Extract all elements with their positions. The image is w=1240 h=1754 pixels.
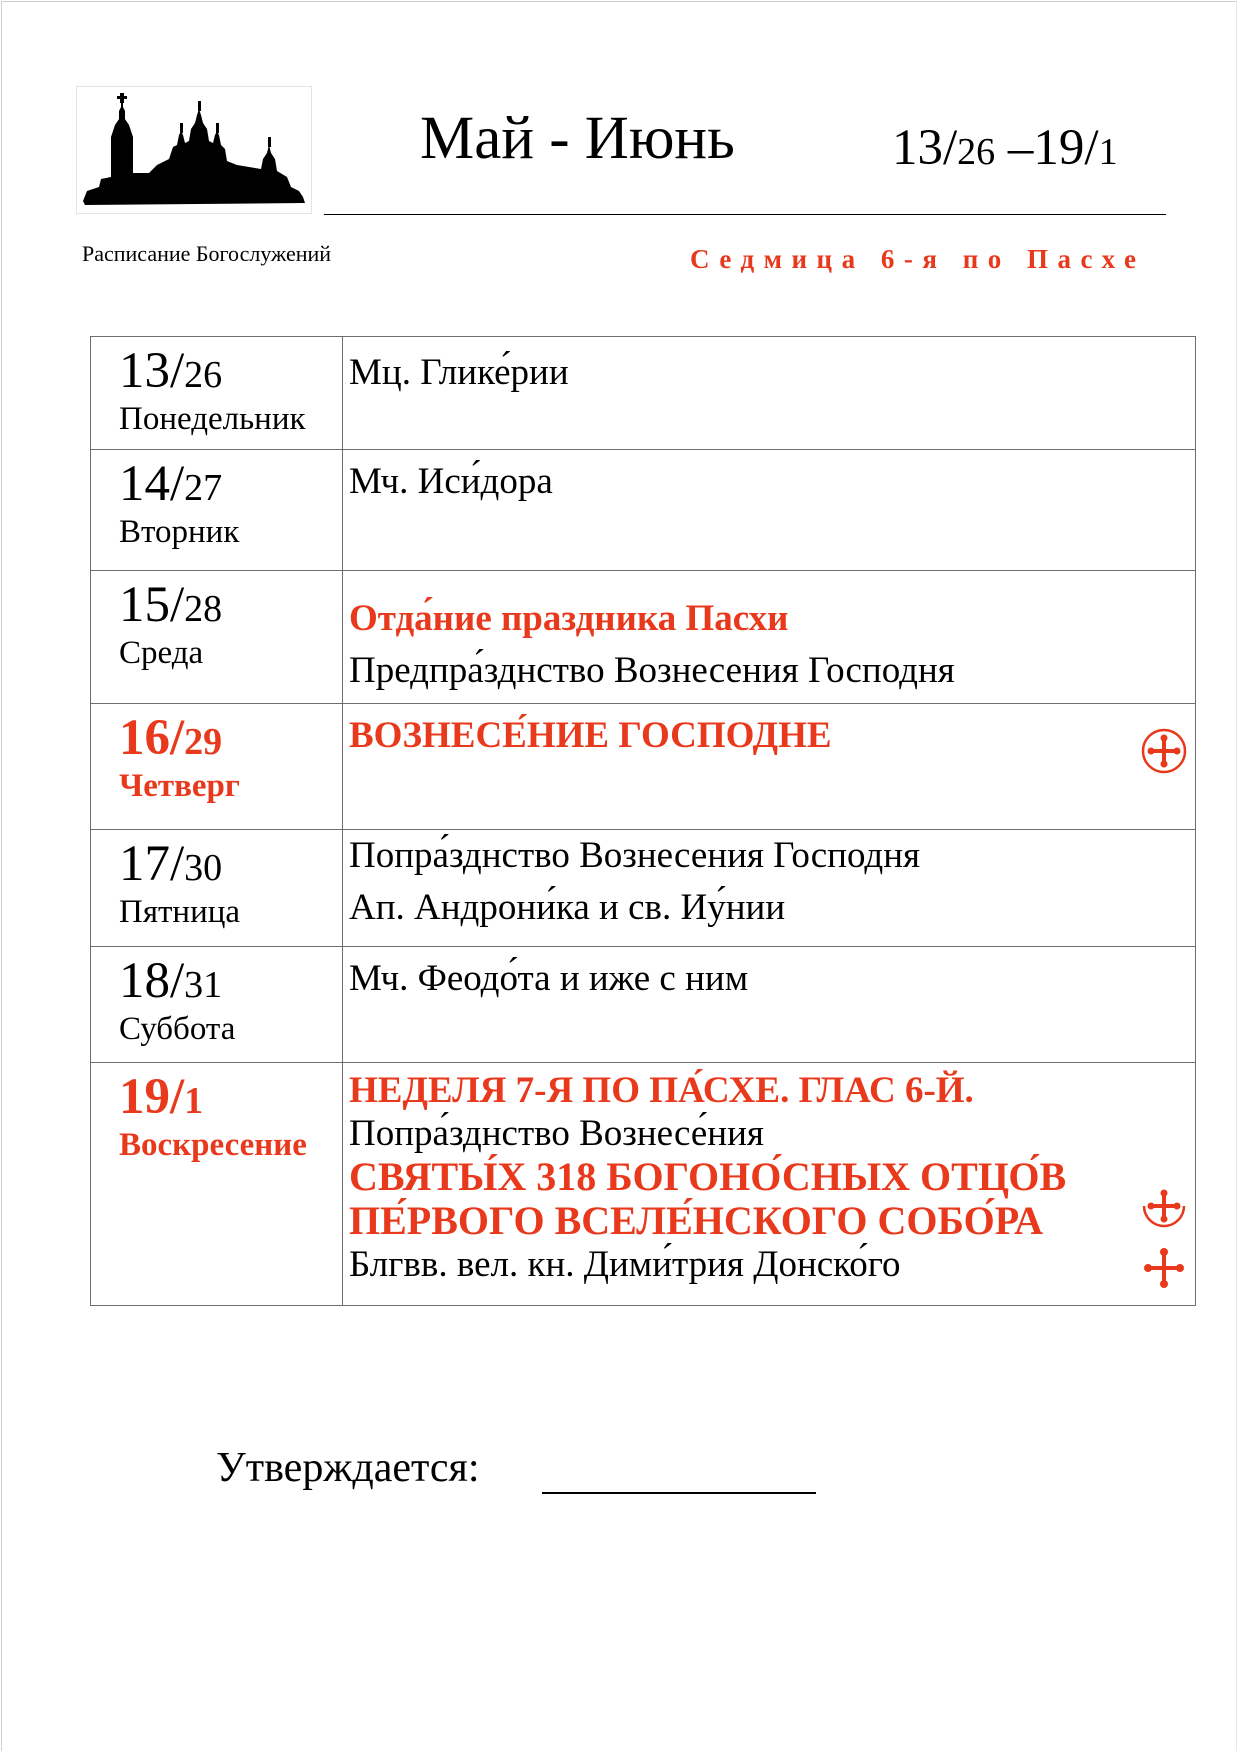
date-range xyxy=(892,118,1118,182)
date xyxy=(119,955,342,1011)
services-cell xyxy=(343,337,1196,450)
date-old: 18/ xyxy=(119,953,185,1009)
date xyxy=(119,712,342,768)
range-start-new: 26 xyxy=(957,131,996,173)
weekday: Воскресение xyxy=(119,1127,307,1163)
service-line: Попра́зднство Вознесения Господня xyxy=(349,835,921,876)
half-circled-cross-icon xyxy=(1141,1183,1187,1234)
table-row xyxy=(91,1063,1196,1306)
signature-line xyxy=(542,1492,816,1494)
table-row xyxy=(91,704,1196,830)
date-new: 31 xyxy=(184,964,223,1006)
services-cell xyxy=(343,830,1196,947)
range-start-old: 13/ xyxy=(892,120,958,176)
weekday: Среда xyxy=(119,635,204,671)
range-end-new: 1 xyxy=(1098,131,1118,173)
feast-line: ВОЗНЕСЕ́НИЕ ГОСПОДНЕ xyxy=(349,715,832,756)
date-old: 15/ xyxy=(119,577,185,633)
date-old: 14/ xyxy=(119,456,185,512)
date-old: 16/ xyxy=(119,710,185,766)
service-line: Блгвв. вел. кн. Дими́трия Донско́го xyxy=(349,1244,901,1285)
date xyxy=(119,579,342,635)
weekday: Понедельник xyxy=(119,401,306,437)
services-cell xyxy=(343,450,1196,571)
schedule-table xyxy=(90,336,1196,1306)
feast-line: НЕДЕЛЯ 7-Я ПО ПА́СХЕ. ГЛАС 6-Й. xyxy=(349,1070,974,1111)
table-row xyxy=(91,337,1196,450)
day-cell xyxy=(91,830,343,947)
day-cell xyxy=(91,571,343,704)
date-new: 27 xyxy=(184,467,223,509)
date-new: 30 xyxy=(184,847,223,889)
date xyxy=(119,838,342,894)
day-cell xyxy=(91,704,343,830)
table-row xyxy=(91,830,1196,947)
church-silhouette-logo xyxy=(76,86,312,214)
feast-line: ПЕ́РВОГО ВСЕЛЕ́НСКОГО СОБО́РА xyxy=(349,1198,1043,1243)
service-line: Мц. Глике́рии xyxy=(349,352,569,393)
red-cross-icon xyxy=(1141,1245,1187,1296)
weekday: Пятница xyxy=(119,894,241,930)
table-row xyxy=(91,947,1196,1063)
day-cell xyxy=(91,450,343,571)
service-line: Ап. Андрони́ка и св. Иу́нии xyxy=(349,887,786,928)
feast-line: СВЯТЫ́Х 318 БОГОНО́СНЫХ ОТЦО́В xyxy=(349,1154,1067,1199)
service-line: Попра́зднство Вознесе́ния xyxy=(349,1113,764,1154)
range-end-old: –19/ xyxy=(995,120,1099,176)
weekday: Четверг xyxy=(119,768,240,804)
day-cell xyxy=(91,337,343,450)
date-new: 28 xyxy=(184,588,223,630)
services-cell xyxy=(343,947,1196,1063)
date-old: 19/ xyxy=(119,1069,185,1125)
day-cell xyxy=(91,1063,343,1306)
schedule-subtitle: Расписание Богослужений xyxy=(82,241,332,266)
date xyxy=(119,345,342,401)
date-new: 29 xyxy=(184,721,223,763)
table-row xyxy=(91,571,1196,704)
service-line: Предпра́зднство Вознесения Господня xyxy=(349,650,955,691)
approval-label: Утверждается: xyxy=(216,1445,480,1491)
page-title: Май - Июнь xyxy=(420,105,735,172)
date xyxy=(119,1071,342,1127)
date-old: 17/ xyxy=(119,836,185,892)
table-row xyxy=(91,450,1196,571)
date-new: 26 xyxy=(184,354,223,396)
services-cell xyxy=(343,571,1196,704)
services-cell xyxy=(343,1063,1196,1306)
header-divider xyxy=(324,214,1166,215)
feast-line: Отда́ние праздника Пасхи xyxy=(349,598,789,639)
date xyxy=(119,458,342,514)
date-old: 13/ xyxy=(119,343,185,399)
date-new: 1 xyxy=(184,1080,204,1122)
services-cell xyxy=(343,704,1196,830)
weekday: Суббота xyxy=(119,1011,236,1047)
great-feast-circled-cross-icon xyxy=(1141,728,1187,779)
service-line: Мч. Иси́дора xyxy=(349,461,553,502)
service-line: Мч. Феодо́та и иже с ним xyxy=(349,958,749,999)
day-cell xyxy=(91,947,343,1063)
weekday: Вторник xyxy=(119,514,240,550)
week-label: Седмица 6-я по Пасхе xyxy=(690,244,1146,274)
